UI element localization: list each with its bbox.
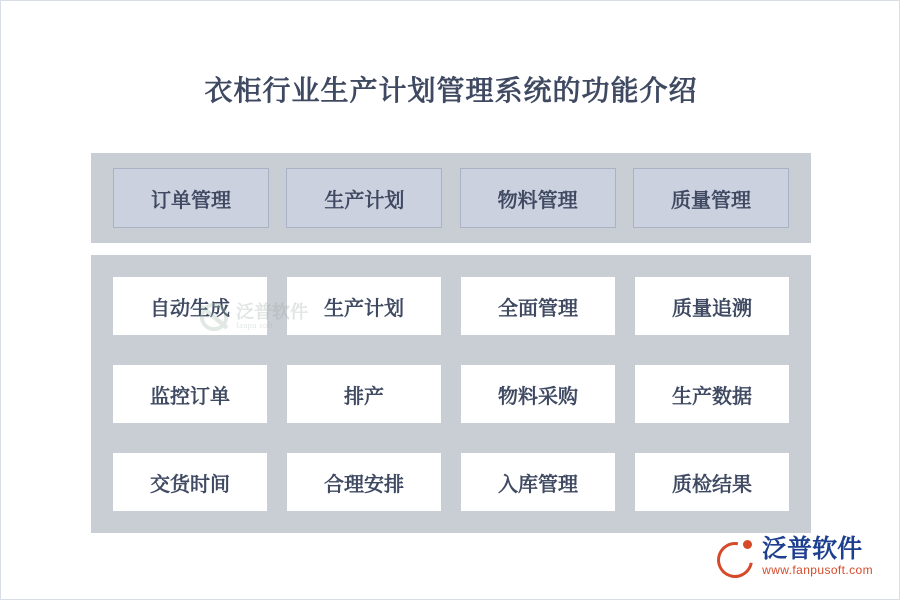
matrix-row	[113, 453, 789, 511]
matrix-cell-label: 入库管理	[498, 473, 578, 496]
matrix-cell[interactable]	[635, 453, 789, 511]
matrix-cell[interactable]	[461, 453, 615, 511]
matrix-row	[113, 277, 789, 335]
matrix-cell-label: 物料采购	[498, 385, 578, 408]
brand-ring-shape	[710, 535, 760, 585]
watermark-name: 泛普软件	[236, 302, 308, 323]
matrix-cell[interactable]	[635, 365, 789, 423]
matrix-cell[interactable]	[635, 277, 789, 335]
brand-text-group	[762, 536, 873, 577]
matrix-row	[113, 365, 789, 423]
matrix-cell[interactable]	[287, 365, 441, 423]
header-cell-production-plan[interactable]	[286, 168, 442, 228]
matrix-cell[interactable]	[113, 277, 267, 335]
header-cell-label: 质量管理	[670, 189, 751, 212]
brand-dot-shape	[743, 540, 752, 549]
matrix-cell[interactable]	[461, 365, 615, 423]
brand-name: 泛普软件	[762, 535, 863, 564]
matrix-cell-label: 自动生成	[150, 297, 230, 320]
matrix-cell-label: 质检结果	[672, 473, 752, 496]
matrix-cell[interactable]	[287, 277, 441, 335]
page-title: 衣柜行业生产计划管理系统的功能介绍	[204, 76, 698, 107]
feature-matrix-band	[91, 255, 811, 533]
header-cell-material[interactable]	[460, 168, 616, 228]
matrix-cell[interactable]	[113, 453, 267, 511]
matrix-cell-label: 生产数据	[672, 385, 752, 408]
header-cell-label: 物料管理	[497, 189, 578, 212]
matrix-cell-label: 质量追溯	[672, 297, 752, 320]
matrix-cell-label: 排产	[344, 385, 384, 408]
brand-swirl-icon	[717, 539, 753, 575]
header-cell-label: 生产计划	[324, 189, 405, 212]
matrix-cell-label: 交货时间	[150, 473, 230, 496]
header-cell-order[interactable]	[113, 168, 269, 228]
header-cell-quality[interactable]	[633, 168, 789, 228]
header-cell-label: 订单管理	[151, 189, 231, 212]
matrix-cell-label: 生产计划	[324, 297, 404, 320]
matrix-cell[interactable]	[461, 277, 615, 335]
matrix-cell-label: 合理安排	[324, 473, 404, 496]
matrix-cell[interactable]	[113, 365, 267, 423]
header-category-band	[91, 153, 811, 243]
brand-logo	[717, 536, 873, 577]
brand-url: www.fanpusoft.com	[762, 562, 873, 577]
matrix-cell-label: 全面管理	[498, 297, 578, 320]
watermark-sub: fanpu soft	[236, 321, 274, 331]
matrix-cell-label: 监控订单	[150, 385, 230, 408]
matrix-cell[interactable]	[287, 453, 441, 511]
